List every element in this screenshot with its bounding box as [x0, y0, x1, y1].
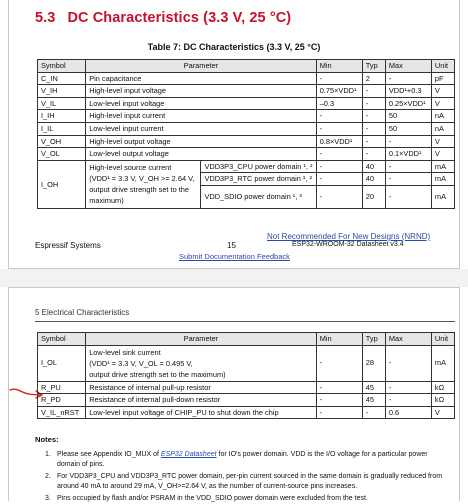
cell-max: VDD¹+0.3	[385, 85, 431, 98]
datasheet-page-15	[8, 0, 460, 269]
cell-min: –0.3	[316, 97, 362, 110]
table-row	[38, 85, 455, 98]
cell-typ: 20	[362, 185, 385, 208]
cell-max: -	[385, 345, 431, 381]
cell-typ: -	[362, 85, 385, 98]
note-number: 3.	[45, 495, 51, 502]
cell-parameter: Low-level input current	[86, 122, 317, 135]
header-min: Min	[316, 60, 362, 73]
cell-unit: kΩ	[431, 381, 454, 394]
cell-parameter	[86, 345, 317, 381]
cell-parameter: Low-level output voltage	[86, 148, 317, 161]
parameter-line: (VDD¹ = 3.3 V, V_OH >= 2.64 V,	[89, 174, 195, 184]
note-number: 2.	[45, 473, 51, 480]
dc-characteristics-table	[37, 59, 455, 209]
note-text: For VDD3P3_CPU and VDD3P3_RTC power domain, per-pin current sourced in the same domain is gradually reduced from around 40 mA to around 29 mA, V_OH>=2.64 V, as the number of current-source pins increases.	[57, 473, 443, 490]
parameter-line: output drive strength set to the maximum)	[89, 369, 226, 379]
cell-typ: 45	[362, 394, 385, 407]
cell-symbol: R_PD	[38, 394, 86, 407]
cell-min: -	[316, 173, 362, 186]
table-row	[38, 97, 455, 110]
header-typ: Typ	[362, 333, 385, 346]
cell-max: -	[385, 72, 431, 85]
cell-parameter: Pin capacitance	[86, 72, 317, 85]
header-max: Max	[385, 333, 431, 346]
table-row	[38, 72, 455, 85]
cell-unit: mA	[431, 173, 454, 186]
table-row	[38, 148, 455, 161]
cell-max: 0.6	[385, 406, 431, 419]
cell-unit: V	[431, 148, 454, 161]
cell-symbol: I_IL	[38, 122, 86, 135]
cell-unit: V	[431, 135, 454, 148]
note-number: 1.	[45, 451, 51, 458]
header-unit: Unit	[431, 333, 454, 346]
parameter-line: output drive strength set to the	[89, 185, 190, 195]
cell-min: -	[316, 148, 362, 161]
table-header-row	[38, 333, 455, 346]
dc-characteristics-table-continued	[37, 332, 455, 419]
table-row	[38, 160, 455, 173]
cell-parameter: High-level input voltage	[86, 85, 317, 98]
cell-typ: 28	[362, 345, 385, 381]
datasheet-page-16	[8, 287, 460, 501]
cell-typ: 2	[362, 72, 385, 85]
cell-parameter: Resistance of internal pull-up resistor	[86, 381, 317, 394]
cell-min: -	[316, 185, 362, 208]
cell-power-domain: VDD3P3_RTC power domain ¹, ²	[201, 173, 316, 186]
cell-max: 50	[385, 122, 431, 135]
table-row	[38, 406, 455, 419]
header-typ: Typ	[362, 60, 385, 73]
cell-min: -	[316, 406, 362, 419]
table-row	[38, 122, 455, 135]
cell-min: 0.75×VDD¹	[316, 85, 362, 98]
cell-symbol: I_IH	[38, 110, 86, 123]
cell-typ: 45	[362, 381, 385, 394]
cell-max: -	[385, 394, 431, 407]
header-symbol: Symbol	[38, 60, 86, 73]
cell-max: -	[385, 185, 431, 208]
header-unit: Unit	[431, 60, 454, 73]
cell-max: -	[385, 173, 431, 186]
cell-min: -	[316, 110, 362, 123]
table-row	[38, 110, 455, 123]
cell-parameter: Resistance of internal pull-down resistor	[86, 394, 317, 407]
note-text: Pins occupied by flash and/or PSRAM in the VDD_SDIO power domain were excluded from the test.	[57, 495, 368, 502]
parameter-line: Low-level sink current	[89, 347, 161, 357]
table-row	[38, 345, 455, 381]
section-number: 5.3	[35, 10, 56, 26]
cell-max: 50	[385, 110, 431, 123]
cell-typ: -	[362, 122, 385, 135]
cell-symbol: V_OL	[38, 148, 86, 161]
table-row	[38, 135, 455, 148]
cell-min: -	[316, 160, 362, 173]
parameter-line: maximum)	[89, 196, 124, 206]
header-rule	[35, 321, 455, 322]
cell-unit: V	[431, 406, 454, 419]
cell-unit: V	[431, 85, 454, 98]
parameter-line: High-level source current	[89, 163, 172, 173]
cell-unit: mA	[431, 345, 454, 381]
cell-symbol: V_OH	[38, 135, 86, 148]
running-header: 5 Electrical Characteristics	[35, 308, 130, 317]
section-title-text: DC Characteristics (3.3 V, 25 °C)	[67, 10, 292, 26]
header-max: Max	[385, 60, 431, 73]
cell-min: -	[316, 394, 362, 407]
cell-unit: V	[431, 97, 454, 110]
cell-parameter: High-level input current	[86, 110, 317, 123]
note-text: Please see Appendix IO_MUX of ESP32 Datasheet for IO's power domain. VDD is the I/O voltage for a particular power domain of pins.	[57, 451, 428, 468]
cell-typ: -	[362, 97, 385, 110]
datasheet-link[interactable]: ESP32 Datasheet	[160, 451, 217, 458]
header-symbol: Symbol	[38, 333, 86, 346]
header-parameter: Parameter	[86, 333, 317, 346]
footer-company: Espressif Systems	[35, 241, 101, 250]
cell-unit: mA	[431, 185, 454, 208]
cell-min: -	[316, 72, 362, 85]
cell-max: 0.1×VDD¹	[385, 148, 431, 161]
footer-doc-title: ESP32-WROOM-32 Datasheet v3.4	[292, 241, 404, 248]
section-title	[35, 10, 291, 26]
cell-symbol: V_IL_nRST	[38, 406, 86, 419]
cell-typ: 40	[362, 173, 385, 186]
footer-page-number: 15	[227, 241, 236, 250]
cell-parameter: High-level output voltage	[86, 135, 317, 148]
nrnd-link[interactable]: Not Recommended For New Designs (NRND)	[267, 232, 431, 241]
header-min: Min	[316, 333, 362, 346]
cell-unit: kΩ	[431, 394, 454, 407]
cell-parameter: Low-level input voltage of CHIP_PU to shut down the chip	[86, 406, 317, 419]
cell-typ: -	[362, 148, 385, 161]
cell-symbol: V_IL	[38, 97, 86, 110]
cell-symbol: R_PU	[38, 381, 86, 394]
notes-heading: Notes:	[35, 435, 59, 444]
cell-min: 0.8×VDD¹	[316, 135, 362, 148]
cell-max: -	[385, 160, 431, 173]
table-row	[38, 394, 455, 407]
cell-typ: -	[362, 406, 385, 419]
cell-unit: nA	[431, 110, 454, 123]
cell-typ: -	[362, 135, 385, 148]
cell-symbol: I_OL	[38, 345, 86, 381]
cell-unit: nA	[431, 122, 454, 135]
cell-symbol: I_OH	[38, 160, 86, 208]
submit-feedback-link[interactable]: Submit Documentation Feedback	[179, 252, 290, 261]
cell-min: -	[316, 345, 362, 381]
cell-parameter	[86, 160, 201, 208]
parameter-line: (VDD¹ = 3.3 V, V_OL = 0.495 V,	[89, 358, 193, 368]
cell-min: -	[316, 381, 362, 394]
cell-typ: -	[362, 110, 385, 123]
cell-unit: mA	[431, 160, 454, 173]
page-gap	[0, 269, 468, 287]
cell-power-domain: VDD3P3_CPU power domain ¹, ²	[201, 160, 316, 173]
cell-max: 0.25×VDD¹	[385, 97, 431, 110]
cell-min: -	[316, 122, 362, 135]
cell-max: -	[385, 381, 431, 394]
table-header-row	[38, 60, 455, 73]
cell-symbol: C_IN	[38, 72, 86, 85]
cell-parameter: Low-level input voltage	[86, 97, 317, 110]
cell-power-domain: VDD_SDIO power domain ¹, ³	[201, 185, 316, 208]
cell-typ: 40	[362, 160, 385, 173]
header-parameter: Parameter	[86, 60, 317, 73]
cell-symbol: V_IH	[38, 85, 86, 98]
cell-unit: pF	[431, 72, 454, 85]
cell-max: -	[385, 135, 431, 148]
table-caption: Table 7: DC Characteristics (3.3 V, 25 °C)	[147, 42, 321, 52]
table-row	[38, 381, 455, 394]
